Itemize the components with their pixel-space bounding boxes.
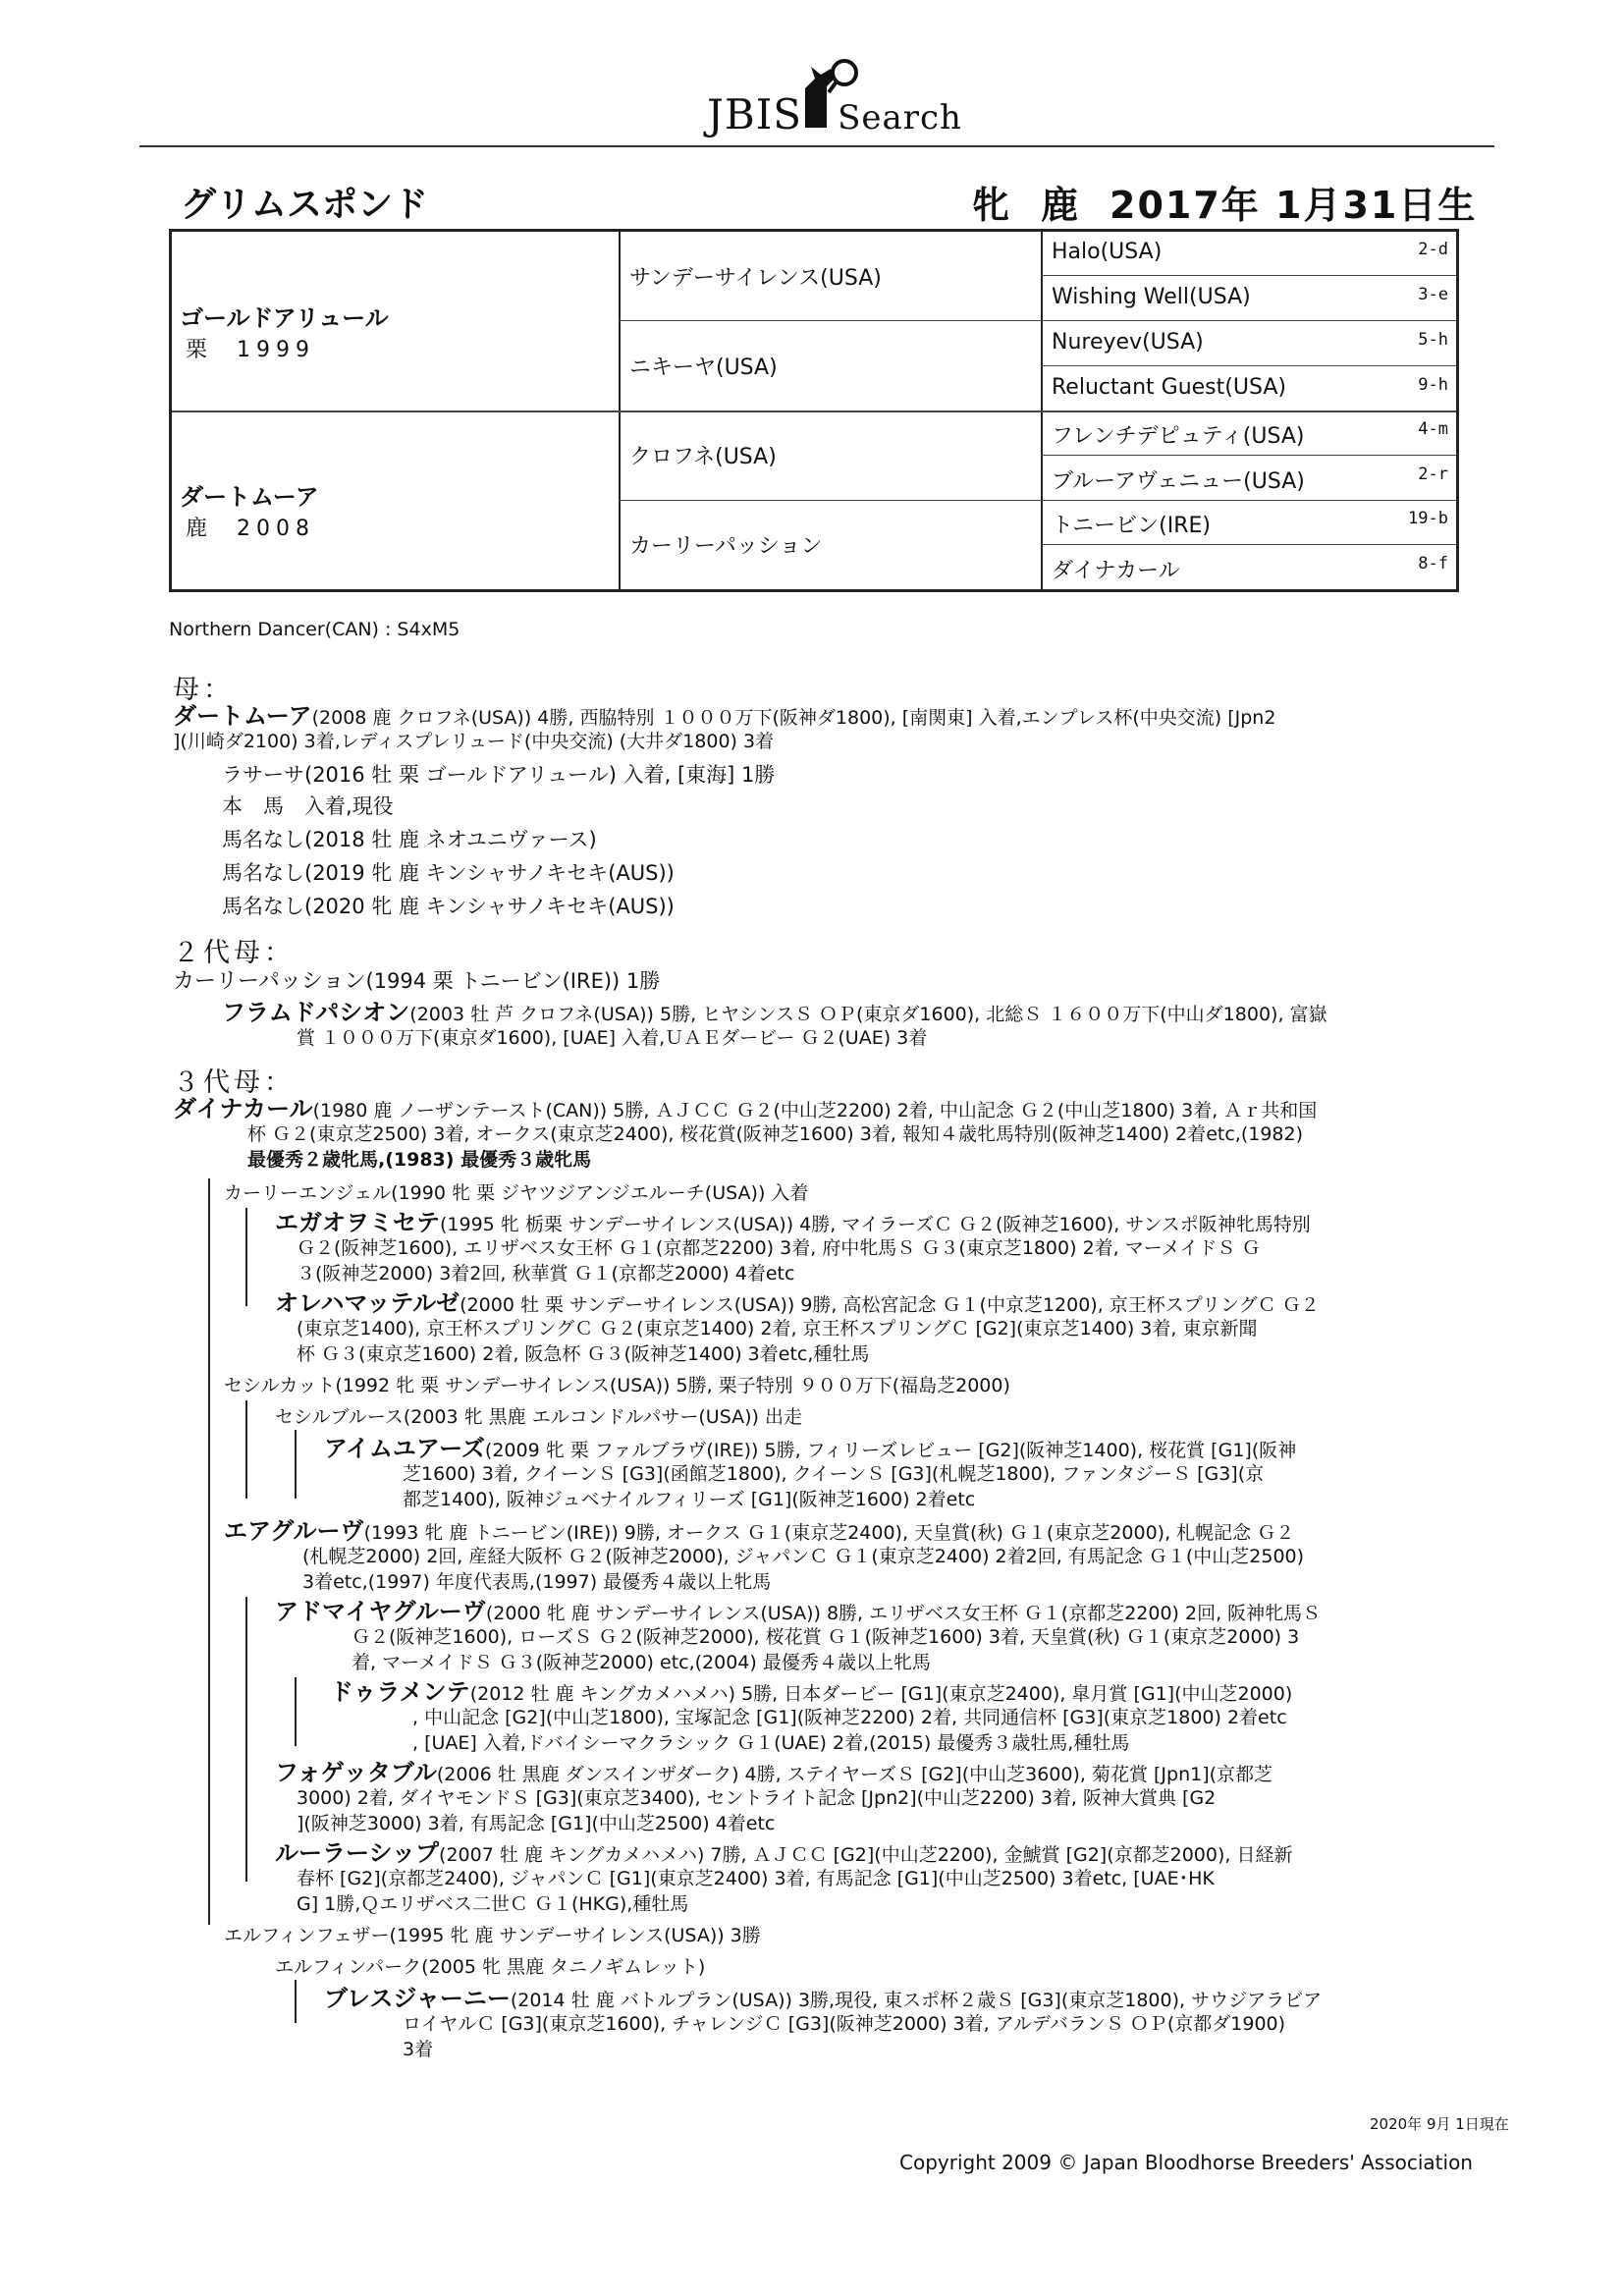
horse-sex: 牝 — [972, 184, 1012, 227]
produce-a3: オレハマッテルゼ(2000 牡 栗 サンデーサイレンス(USA)) 9勝, 高松宮記念 Ｇ１(中京芝1200), 京王杯スプリングＣ Ｇ２ — [275, 1289, 1320, 1317]
produce-b3: アイムユアーズ(2009 牝 栗 ファルブラヴ(IRE)) 5勝, フィリーズレビュー [G2](阪神芝1400), 桜花賞 [G1](阪神 — [324, 1435, 1297, 1462]
tree-line-b2 — [295, 1430, 297, 1499]
produce-b3b: 芝1600) 3着, クイーンＳ [G3](函館芝1800), クイーンＳ [G3](札幌芝1800), ファンタジーＳ [G3](京 — [403, 1463, 1265, 1485]
produce-c1c: 3着etc,(1997) 年度代表馬,(1997) 最優秀４歳以上牝馬 — [302, 1571, 772, 1593]
inbreeding-note: Northern Dancer(CAN) : S4xM5 — [169, 619, 460, 640]
produce-a3b: (東京芝1400), 京王杯スプリングＣ Ｇ２(東京芝1400) 2着, 京王杯スプリングＣ [G2](東京芝1400) 3着, 東京新聞 — [297, 1318, 1258, 1339]
dam-line-2: ](川崎ダ2100) 3着,レディスプレリュード(中央交流) (大井ダ1800) 3着 — [173, 731, 775, 752]
produce-c3b: , 中山記念 [G2](中山芝1800), 宝塚記念 [G1](阪神芝2200) 2着, 共同通信杯 [G3](東京芝1800) 2着etc — [412, 1707, 1287, 1728]
horse-birth: 2017年 1月31日生 — [1110, 184, 1478, 227]
dam-produce-3: 馬名なし(2018 牡 鹿 ネオユニヴァース) — [222, 828, 597, 851]
section-second-dam: ２代母： — [173, 938, 295, 968]
produce-c3: ドゥラメンテ(2012 牡 鹿 キングカメハメハ) 5勝, 日本ダービー [G1](東京芝2400), 皐月賞 [G1](中山芝2000) — [330, 1678, 1293, 1706]
sire-cell — [180, 299, 389, 363]
produce-a1: カーリーエンジェル(1990 牝 栗 ジヤツジアンジエルーチ(USA)) 入着 — [224, 1182, 809, 1204]
produce-c1: エアグルーヴ(1993 牝 鹿 トニービン(IRE)) 9勝, オークス Ｇ１(東京芝2400), 天皇賞(秋) Ｇ１(東京芝2000), 札幌記念 Ｇ２ — [224, 1517, 1295, 1545]
dam-line-1: ダートムーア(2008 鹿 クロフネ(USA)) 4勝, 西脇特別 １０００万下(阪神ダ1800), [南関東] 入着,エンプレス杯(中央交流) [Jpn2 — [173, 702, 1276, 730]
produce-b3c: 都芝1400), 阪神ジュベナイルフィリーズ [G1](阪神芝1600) 2着etc — [403, 1489, 976, 1510]
second-dam-produce-1: フラムドパシオン(2003 牡 芦 クロフネ(USA)) 5勝, ヒヤシンスＳ ＯＰ(東京ダ1600), 北総Ｓ １６００万下(中山ダ1800), 富嶽 — [222, 999, 1327, 1026]
horse-name: グリムスポンド — [181, 185, 429, 225]
second-dam-produce-1b: 賞 １０００万下(東京ダ1600), [UAE] 入着,ＵＡＥダービー Ｇ２(UAE) 3着 — [297, 1027, 928, 1049]
produce-c5c: G] 1勝,Ｑエリザベス二世Ｃ Ｇ１(HKG),種牡馬 — [297, 1893, 689, 1915]
tree-line-b — [245, 1400, 247, 1499]
logo-text: JBIS Search — [707, 90, 962, 138]
header-rule — [139, 145, 1494, 147]
gen2-3: カーリーパッション — [629, 534, 823, 559]
as-of-date: 2020年 9月 1日現在 — [1370, 2115, 1509, 2133]
sire-name: ゴールドアリュール — [180, 304, 389, 332]
dam-produce-5: 馬名なし(2020 牝 鹿 キンシャサノキセキ(AUS)) — [222, 895, 675, 918]
produce-e3b: ロイヤルＣ [G3](東京芝1600), チャレンジＣ [G3](阪神芝2000) 3着, アルデバランＳ ＯＰ(京都ダ1900) — [403, 2013, 1286, 2035]
gen3-1: Wishing Well(USA) 3-e — [1052, 285, 1448, 309]
produce-b2: セシルブルース(2003 牝 黒鹿 エルコンドルパサー(USA)) 出走 — [275, 1406, 802, 1428]
horse-info — [972, 175, 1477, 229]
produce-c2c: 着, マーメイドＳ Ｇ３(阪神芝2000) etc,(2004) 最優秀４歳以上牝馬 — [352, 1652, 931, 1673]
dam-produce-4: 馬名なし(2019 牝 鹿 キンシャサノキセキ(AUS)) — [222, 861, 675, 885]
second-dam-line: カーリーパッション(1994 栗 トニービン(IRE)) 1勝 — [173, 969, 661, 994]
produce-c3c: , [UAE] 入着,ドバイシーマクラシック Ｇ１(UAE) 2着,(2015) 最優秀３歳牡馬,種牡馬 — [412, 1732, 1130, 1754]
gen2-2: クロフネ(USA) — [629, 445, 777, 469]
section-dam: 母： — [173, 675, 234, 705]
produce-b1-text: セシルカット(1992 牝 栗 サンデーサイレンス(USA)) 5勝, 栗子特別 ９００万下(福島芝2000) — [224, 1375, 1010, 1396]
produce-c4c: ](阪神芝3000) 3着, 有馬記念 [G1](中山芝2500) 4着etc — [297, 1813, 776, 1834]
produce-e3c: 3着 — [403, 2039, 434, 2060]
tree-line-main — [208, 1178, 210, 1925]
dam-color: 鹿 — [186, 517, 208, 541]
produce-c4b: 3000) 2着, ダイヤモンドＳ [G3](東京芝3400), セントライト記念 [Jpn2](中山芝2200) 3着, 阪神大賞典 [G2 — [297, 1787, 1217, 1809]
horse-magnifier-icon — [797, 49, 866, 137]
gen3-7: ダイナカール 8-f — [1052, 554, 1448, 583]
dam-produce-2: 本 馬 入着,現役 — [222, 794, 394, 818]
gen3-0: Halo(USA) 2-d — [1052, 240, 1448, 264]
dam-year: 2008 — [237, 517, 316, 541]
produce-a3c: 杯 Ｇ３(東京芝1600) 2着, 阪急杯 Ｇ３(阪神芝1400) 3着etc,種牡馬 — [297, 1343, 870, 1365]
sire-year: 1999 — [237, 338, 316, 362]
horse-color: 鹿 — [1041, 184, 1081, 227]
gen2-0: サンデーサイレンス(USA) — [629, 266, 882, 291]
gen2-1: ニキーヤ(USA) — [629, 355, 778, 380]
produce-a2: エガオヲミセテ(1995 牝 栃栗 サンデーサイレンス(USA)) 4勝, マイラーズＣ Ｇ２(阪神芝1600), サンスポ阪神牝馬特別 — [275, 1209, 1311, 1236]
dam-produce-1: ラサーサ(2016 牡 栗 ゴールドアリュール) 入着, [東海] 1勝 — [222, 763, 776, 787]
gen3-6: トニービン(IRE) 19-b — [1052, 509, 1448, 538]
third-dam-line-1: ダイナカール(1980 鹿 ノーザンテースト(CAN)) 5勝, ＡＪＣＣ Ｇ２(中山芝2200) 2着, 中山記念 Ｇ２(中山芝1800) 3着, Ａｒ共和国 — [173, 1095, 1318, 1122]
copyright: Copyright 2009 © Japan Bloodhorse Breeders' Association — [899, 2151, 1473, 2174]
tree-line-c2 — [295, 1677, 297, 1746]
produce-c1b: (札幌芝2000) 2回, 産経大阪杯 Ｇ２(阪神芝2000), ジャパンＣ Ｇ１(東京芝2400) 2着2回, 有馬記念 Ｇ１(中山芝2500) — [302, 1546, 1305, 1567]
gen3-2: Nureyev(USA) 5-h — [1052, 330, 1448, 355]
produce-e2: エルフィンパーク(2005 牝 黒鹿 タニノギムレット) — [275, 1956, 706, 1978]
produce-e3: ブレスジャーニー(2014 牡 鹿 バトルプラン(USA)) 3勝,現役, 東スポ杯２歳Ｓ [G3](東京芝1800), サウジアラビア — [324, 1985, 1323, 2012]
section-third-dam: ３代母： — [173, 1067, 295, 1098]
produce-a2b: Ｇ２(阪神芝1600), エリザベス女王杯 Ｇ１(京都芝2200) 3着, 府中牝馬Ｓ Ｇ３(東京芝1800) 2着, マーメイドＳ Ｇ — [297, 1237, 1261, 1259]
dam-name: ダートムーア — [180, 483, 319, 511]
dam-cell — [180, 477, 319, 542]
jbis-logo — [707, 49, 962, 147]
sire-color: 栗 — [186, 338, 208, 362]
tree-line-e — [295, 1980, 297, 2023]
produce-c4: フォゲッタブル(2006 牡 黒鹿 ダンスインザダーク) 4勝, ステイヤーズＳ [G2](中山芝3600), 菊花賞 [Jpn1](京都芝 — [275, 1759, 1273, 1786]
produce-c5: ルーラーシップ(2007 牡 鹿 キングカメハメハ) 7勝, ＡＪＣＣ [G2](中山芝2200), 金鯱賞 [G2](京都芝2000), 日経新 — [275, 1839, 1293, 1867]
gen3-3: Reluctant Guest(USA) 9-h — [1052, 375, 1448, 400]
produce-e1: エルフィンフェザー(1995 牝 鹿 サンデーサイレンス(USA)) 3勝 — [224, 1925, 761, 1946]
produce-c2: アドマイヤグルーヴ(2000 牝 鹿 サンデーサイレンス(USA)) 8勝, エリザベス女王杯 Ｇ１(京都芝2200) 2回, 阪神牝馬Ｓ — [275, 1598, 1322, 1625]
gen3-4: フレンチデピュティ(USA) 4-m — [1052, 419, 1448, 449]
tree-line-a — [245, 1208, 247, 1306]
tree-line-c — [245, 1597, 247, 1882]
gen3-5: ブルーアヴェニュー(USA) 2-r — [1052, 465, 1448, 494]
produce-a2c: ３(阪神芝2000) 3着2回, 秋華賞 Ｇ１(京都芝2000) 4着etc — [297, 1263, 795, 1285]
produce-c2b: Ｇ２(阪神芝1600), ローズＳ Ｇ２(阪神芝2000), 桜花賞 Ｇ１(阪神芝1600) 3着, 天皇賞(秋) Ｇ１(東京芝2000) 3 — [352, 1626, 1300, 1648]
third-dam-line-3: 最優秀２歳牝馬,(1983) 最優秀３歳牝馬 — [247, 1149, 592, 1171]
produce-c5b: 春杯 [G2](京都芝2400), ジャパンＣ [G1](東京芝2400) 3着, 有馬記念 [G1](中山芝2500) 3着etc, [UAE･HK — [297, 1868, 1215, 1889]
third-dam-line-2: 杯 Ｇ２(東京芝2500) 3着, オークス(東京芝2400), 桜花賞(阪神芝1600) 3着, 報知４歳牝馬特別(阪神芝1400) 2着etc,(1982) — [247, 1123, 1303, 1145]
pedigree-table — [169, 229, 1459, 592]
